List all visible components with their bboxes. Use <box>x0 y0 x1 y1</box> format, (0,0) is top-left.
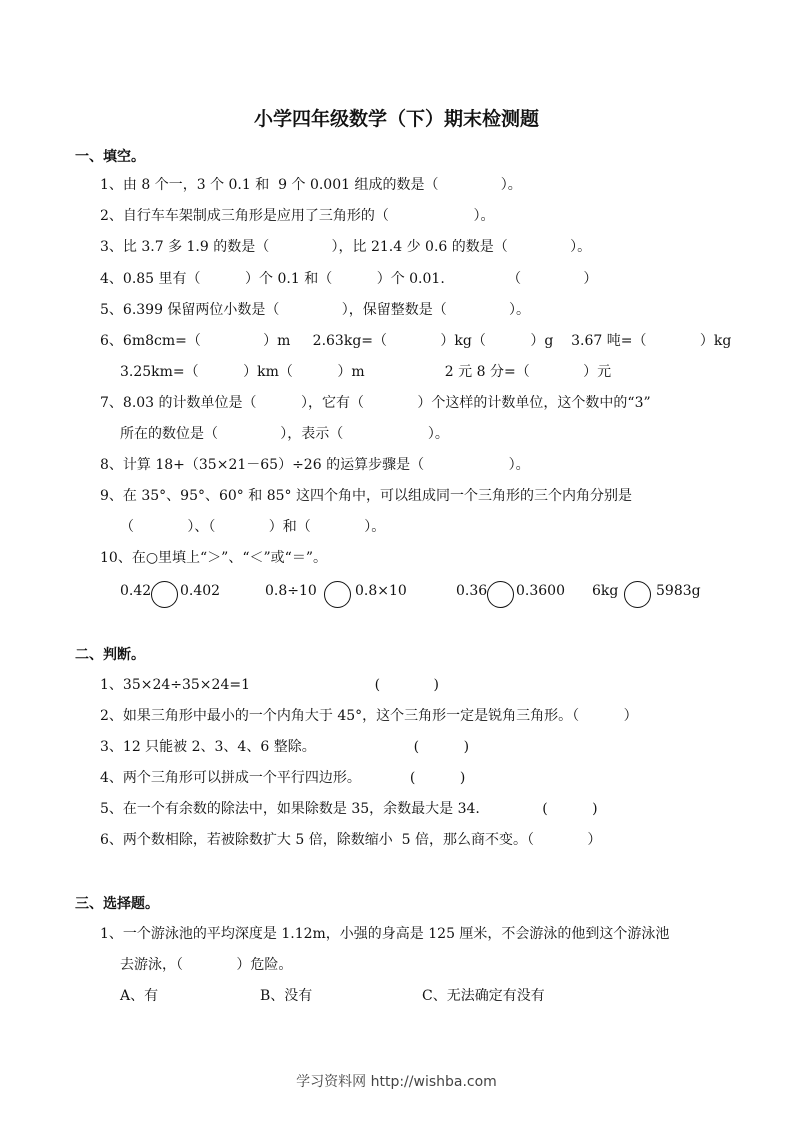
compare-circle-2[interactable] <box>324 581 351 608</box>
question-choice-1: 1、一个游泳池的平均深度是 1.12m，小强的身高是 125 厘米，不会游泳的他到这个游泳池 <box>100 926 670 942</box>
footer-watermark: 学习资料网 http://wishba.com <box>296 1074 497 1090</box>
question-judge-4: 4、两个三角形可以拼成一个平行四边形。 ( ) <box>100 770 466 786</box>
compare-circle-1[interactable] <box>151 581 178 608</box>
option-b: B、没有 <box>260 988 313 1004</box>
question-fill-7: 7、8.03 的计数单位是（ ），它有（ ）个这样的计数单位，这个数中的“3” <box>100 395 651 411</box>
question-fill-10: 10、在○里填上“＞”、“＜”或“＝”。 <box>100 550 327 566</box>
option-c: C、无法确定有没有 <box>422 988 545 1004</box>
compare-right-2: 0.8×10 <box>355 583 407 599</box>
compare-circle-3[interactable] <box>487 581 514 608</box>
question-judge-2: 2、如果三角形中最小的一个内角大于 45°，这个三角形一定是锐角三角形。（ ） <box>100 708 638 724</box>
question-fill-1: 1、由 8 个一，3 个 0.1 和 9 个 0.001 组成的数是（ ）。 <box>100 177 522 193</box>
question-fill-9-cont: （ ）、（ ）和（ ）。 <box>120 519 386 535</box>
compare-left-4: 6kg <box>592 583 619 599</box>
question-fill-5: 5、6.399 保留两位小数是（ ），保留整数是（ ）。 <box>100 302 531 318</box>
section-heading-fill: 一、填空。 <box>75 149 145 165</box>
question-fill-4: 4、0.85 里有（ ）个 0.1 和（ ）个 0.01. （ ） <box>100 271 598 287</box>
compare-left-1: 0.42 <box>120 583 152 599</box>
question-fill-9: 9、在 35°、95°、60° 和 85° 这四个角中，可以组成同一个三角形的三个内角分别是 <box>100 488 632 504</box>
compare-row <box>0 578 793 614</box>
compare-right-1: 0.402 <box>180 583 221 599</box>
section-heading-choice: 三、选择题。 <box>75 896 159 912</box>
compare-right-3: 0.3600 <box>516 583 565 599</box>
question-fill-8: 8、计算 18+（35×21－65）÷26 的运算步骤是（ ）。 <box>100 457 530 473</box>
compare-left-2: 0.8÷10 <box>265 583 317 599</box>
question-fill-2: 2、自行车车架制成三角形是应用了三角形的（ ）。 <box>100 208 495 224</box>
section-heading-judge: 二、判断。 <box>75 647 145 663</box>
compare-right-4: 5983g <box>656 583 701 599</box>
question-judge-6: 6、两个数相除，若被除数扩大 5 倍，除数缩小 5 倍，那么商不变。（ ） <box>100 832 602 848</box>
question-fill-6-cont: 3.25km=（ ）km（ ）m 2 元 8 分=（ ）元 <box>120 364 612 380</box>
question-choice-1-cont: 去游泳，（ ）危险。 <box>120 957 293 973</box>
compare-circle-4[interactable] <box>624 581 651 608</box>
question-fill-6: 6、6m8cm=（ ）m 2.63kg=（ ）kg（ ）g 3.67 吨=（ ）kg <box>100 333 732 349</box>
question-fill-3: 3、比 3.7 多 1.9 的数是（ ），比 21.4 少 0.6 的数是（ ）。 <box>100 239 592 255</box>
question-judge-5: 5、在一个有余数的除法中，如果除数是 35，余数最大是 34. ( ) <box>100 801 598 817</box>
question-fill-7-cont: 所在的数位是（ ），表示（ ）。 <box>120 426 449 442</box>
page-title: 小学四年级数学（下）期末检测题 <box>253 108 539 130</box>
question-judge-1: 1、35×24÷35×24=1 ( ) <box>100 677 439 693</box>
option-a: A、有 <box>120 988 159 1004</box>
compare-left-3: 0.36 <box>456 583 488 599</box>
question-judge-3: 3、12 只能被 2、3、4、6 整除。 ( ) <box>100 739 470 755</box>
